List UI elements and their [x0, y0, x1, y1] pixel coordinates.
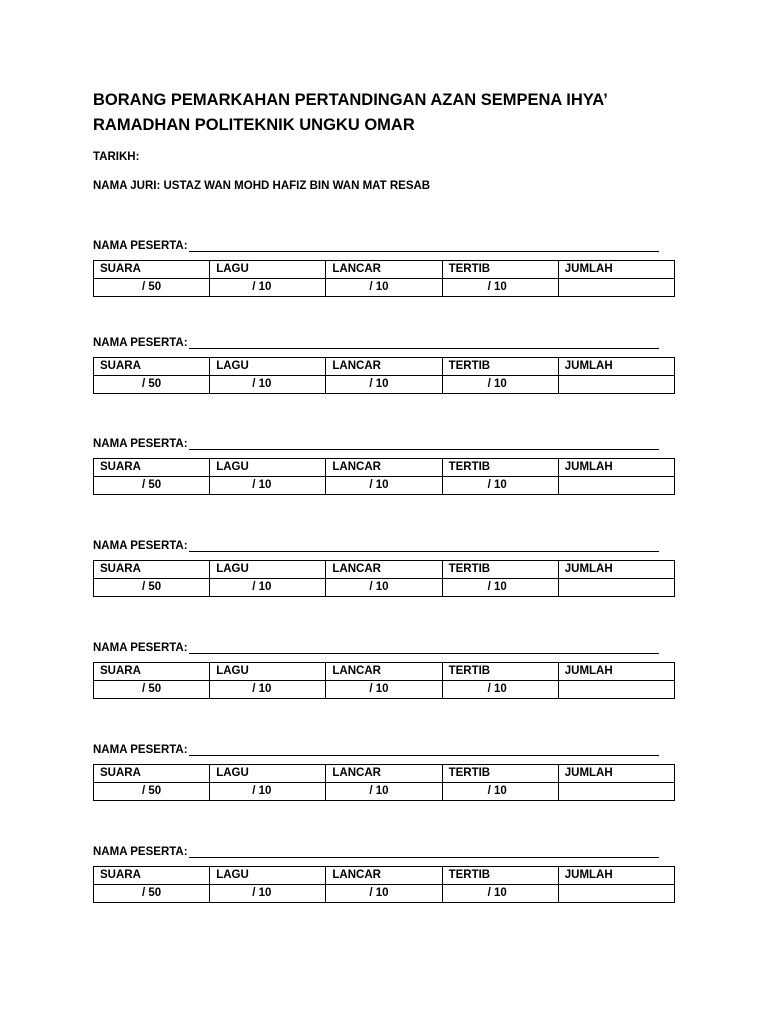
- score-entry-cell[interactable]: / 10: [210, 579, 326, 597]
- total-entry-cell[interactable]: [558, 579, 674, 597]
- score-entry-cell[interactable]: / 10: [210, 885, 326, 903]
- score-entry-cell[interactable]: / 50: [94, 783, 210, 801]
- score-table: [93, 458, 675, 495]
- score-value-row: [94, 783, 675, 801]
- score-column-header: JUMLAH: [558, 261, 674, 279]
- score-entry-cell[interactable]: / 50: [94, 376, 210, 394]
- score-entry-cell[interactable]: / 10: [326, 279, 442, 297]
- score-table: [93, 260, 675, 297]
- score-column-header: LAGU: [210, 261, 326, 279]
- participant-name-line: [93, 236, 675, 252]
- score-value-row: [94, 376, 675, 394]
- score-entry-cell[interactable]: / 10: [326, 477, 442, 495]
- form-title-line-2: RAMADHAN POLITEKNIK UNGKU OMAR: [93, 116, 415, 134]
- score-table: [93, 560, 675, 597]
- score-value-row: [94, 279, 675, 297]
- score-entry-cell[interactable]: / 10: [326, 376, 442, 394]
- participant-name-label: NAMA PESERTA:: [93, 240, 188, 252]
- participant-name-label: NAMA PESERTA:: [93, 438, 188, 450]
- score-header-row: [94, 261, 675, 279]
- score-column-header: TERTIB: [442, 358, 558, 376]
- score-column-header: LANCAR: [326, 867, 442, 885]
- score-header-row: [94, 561, 675, 579]
- score-column-header: TERTIB: [442, 561, 558, 579]
- score-entry-cell[interactable]: / 10: [442, 376, 558, 394]
- score-column-header: JUMLAH: [558, 358, 674, 376]
- score-entry-cell[interactable]: / 10: [442, 681, 558, 699]
- score-table: [93, 866, 675, 903]
- score-column-header: JUMLAH: [558, 561, 674, 579]
- score-column-header: LAGU: [210, 459, 326, 477]
- score-column-header: JUMLAH: [558, 663, 674, 681]
- participant-entry: [93, 842, 675, 903]
- participant-entry: [93, 740, 675, 801]
- score-value-row: [94, 477, 675, 495]
- score-value-row: [94, 885, 675, 903]
- score-column-header: SUARA: [94, 765, 210, 783]
- score-entry-cell[interactable]: / 10: [442, 885, 558, 903]
- total-entry-cell[interactable]: [558, 376, 674, 394]
- participant-name-field[interactable]: [189, 743, 659, 756]
- participant-name-line: [93, 638, 675, 654]
- participant-name-line: [93, 333, 675, 349]
- score-entry-cell[interactable]: / 10: [210, 279, 326, 297]
- participant-name-field[interactable]: [189, 641, 659, 654]
- participant-name-field[interactable]: [189, 239, 659, 252]
- score-entry-cell[interactable]: / 10: [210, 477, 326, 495]
- score-column-header: TERTIB: [442, 261, 558, 279]
- score-column-header: SUARA: [94, 663, 210, 681]
- score-entry-cell[interactable]: / 50: [94, 681, 210, 699]
- participant-entry: [93, 236, 675, 297]
- score-table: [93, 764, 675, 801]
- participant-entry: [93, 638, 675, 699]
- score-header-row: [94, 358, 675, 376]
- score-column-header: JUMLAH: [558, 765, 674, 783]
- score-column-header: LANCAR: [326, 765, 442, 783]
- juri-name: NAMA JURI: USTAZ WAN MOHD HAFIZ BIN WAN MAT RESAB: [93, 180, 431, 192]
- participant-name-label: NAMA PESERTA:: [93, 540, 188, 552]
- participant-name-line: [93, 536, 675, 552]
- score-column-header: LAGU: [210, 765, 326, 783]
- participant-entry: [93, 536, 675, 597]
- score-column-header: JUMLAH: [558, 867, 674, 885]
- score-column-header: LANCAR: [326, 561, 442, 579]
- score-table: [93, 662, 675, 699]
- score-header-row: [94, 765, 675, 783]
- form-title: [93, 88, 713, 138]
- score-entry-cell[interactable]: / 10: [326, 885, 442, 903]
- score-column-header: LAGU: [210, 358, 326, 376]
- score-entry-cell[interactable]: / 10: [442, 477, 558, 495]
- score-entry-cell[interactable]: / 10: [442, 783, 558, 801]
- form-title-line-1: BORANG PEMARKAHAN PERTANDINGAN AZAN SEMPENA IHYA’: [93, 91, 608, 109]
- score-column-header: LAGU: [210, 867, 326, 885]
- participant-entry: [93, 333, 675, 394]
- score-column-header: SUARA: [94, 459, 210, 477]
- score-column-header: SUARA: [94, 261, 210, 279]
- total-entry-cell[interactable]: [558, 681, 674, 699]
- score-entry-cell[interactable]: / 10: [442, 279, 558, 297]
- total-entry-cell[interactable]: [558, 279, 674, 297]
- total-entry-cell[interactable]: [558, 885, 674, 903]
- tarikh-label: TARIKH:: [93, 151, 140, 163]
- score-entry-cell[interactable]: / 10: [326, 579, 442, 597]
- score-entry-cell[interactable]: / 10: [210, 681, 326, 699]
- score-column-header: LANCAR: [326, 261, 442, 279]
- score-column-header: TERTIB: [442, 459, 558, 477]
- participant-name-field[interactable]: [189, 336, 659, 349]
- score-column-header: SUARA: [94, 358, 210, 376]
- participant-name-label: NAMA PESERTA:: [93, 744, 188, 756]
- score-entry-cell[interactable]: / 50: [94, 477, 210, 495]
- score-entry-cell[interactable]: / 10: [210, 783, 326, 801]
- score-column-header: SUARA: [94, 867, 210, 885]
- score-value-row: [94, 681, 675, 699]
- score-entry-cell[interactable]: / 50: [94, 579, 210, 597]
- participant-entry: [93, 434, 675, 495]
- participant-name-line: [93, 740, 675, 756]
- score-value-row: [94, 579, 675, 597]
- participant-name-label: NAMA PESERTA:: [93, 337, 188, 349]
- participant-name-field[interactable]: [189, 845, 659, 858]
- participant-name-line: [93, 434, 675, 450]
- score-header-row: [94, 867, 675, 885]
- score-column-header: JUMLAH: [558, 459, 674, 477]
- score-column-header: LAGU: [210, 561, 326, 579]
- score-entry-cell[interactable]: / 50: [94, 885, 210, 903]
- participant-name-field[interactable]: [189, 437, 659, 450]
- score-column-header: TERTIB: [442, 867, 558, 885]
- participant-name-field[interactable]: [189, 539, 659, 552]
- score-entry-cell[interactable]: / 10: [210, 376, 326, 394]
- participant-name-label: NAMA PESERTA:: [93, 642, 188, 654]
- total-entry-cell[interactable]: [558, 783, 674, 801]
- score-entry-cell[interactable]: / 50: [94, 279, 210, 297]
- score-column-header: TERTIB: [442, 663, 558, 681]
- score-column-header: SUARA: [94, 561, 210, 579]
- score-entry-cell[interactable]: / 10: [326, 783, 442, 801]
- score-header-row: [94, 663, 675, 681]
- score-column-header: LANCAR: [326, 358, 442, 376]
- score-header-row: [94, 459, 675, 477]
- score-column-header: LANCAR: [326, 663, 442, 681]
- score-column-header: TERTIB: [442, 765, 558, 783]
- total-entry-cell[interactable]: [558, 477, 674, 495]
- score-column-header: LANCAR: [326, 459, 442, 477]
- score-entry-cell[interactable]: / 10: [442, 579, 558, 597]
- score-column-header: LAGU: [210, 663, 326, 681]
- participant-name-label: NAMA PESERTA:: [93, 846, 188, 858]
- score-table: [93, 357, 675, 394]
- participant-name-line: [93, 842, 675, 858]
- score-entry-cell[interactable]: / 10: [326, 681, 442, 699]
